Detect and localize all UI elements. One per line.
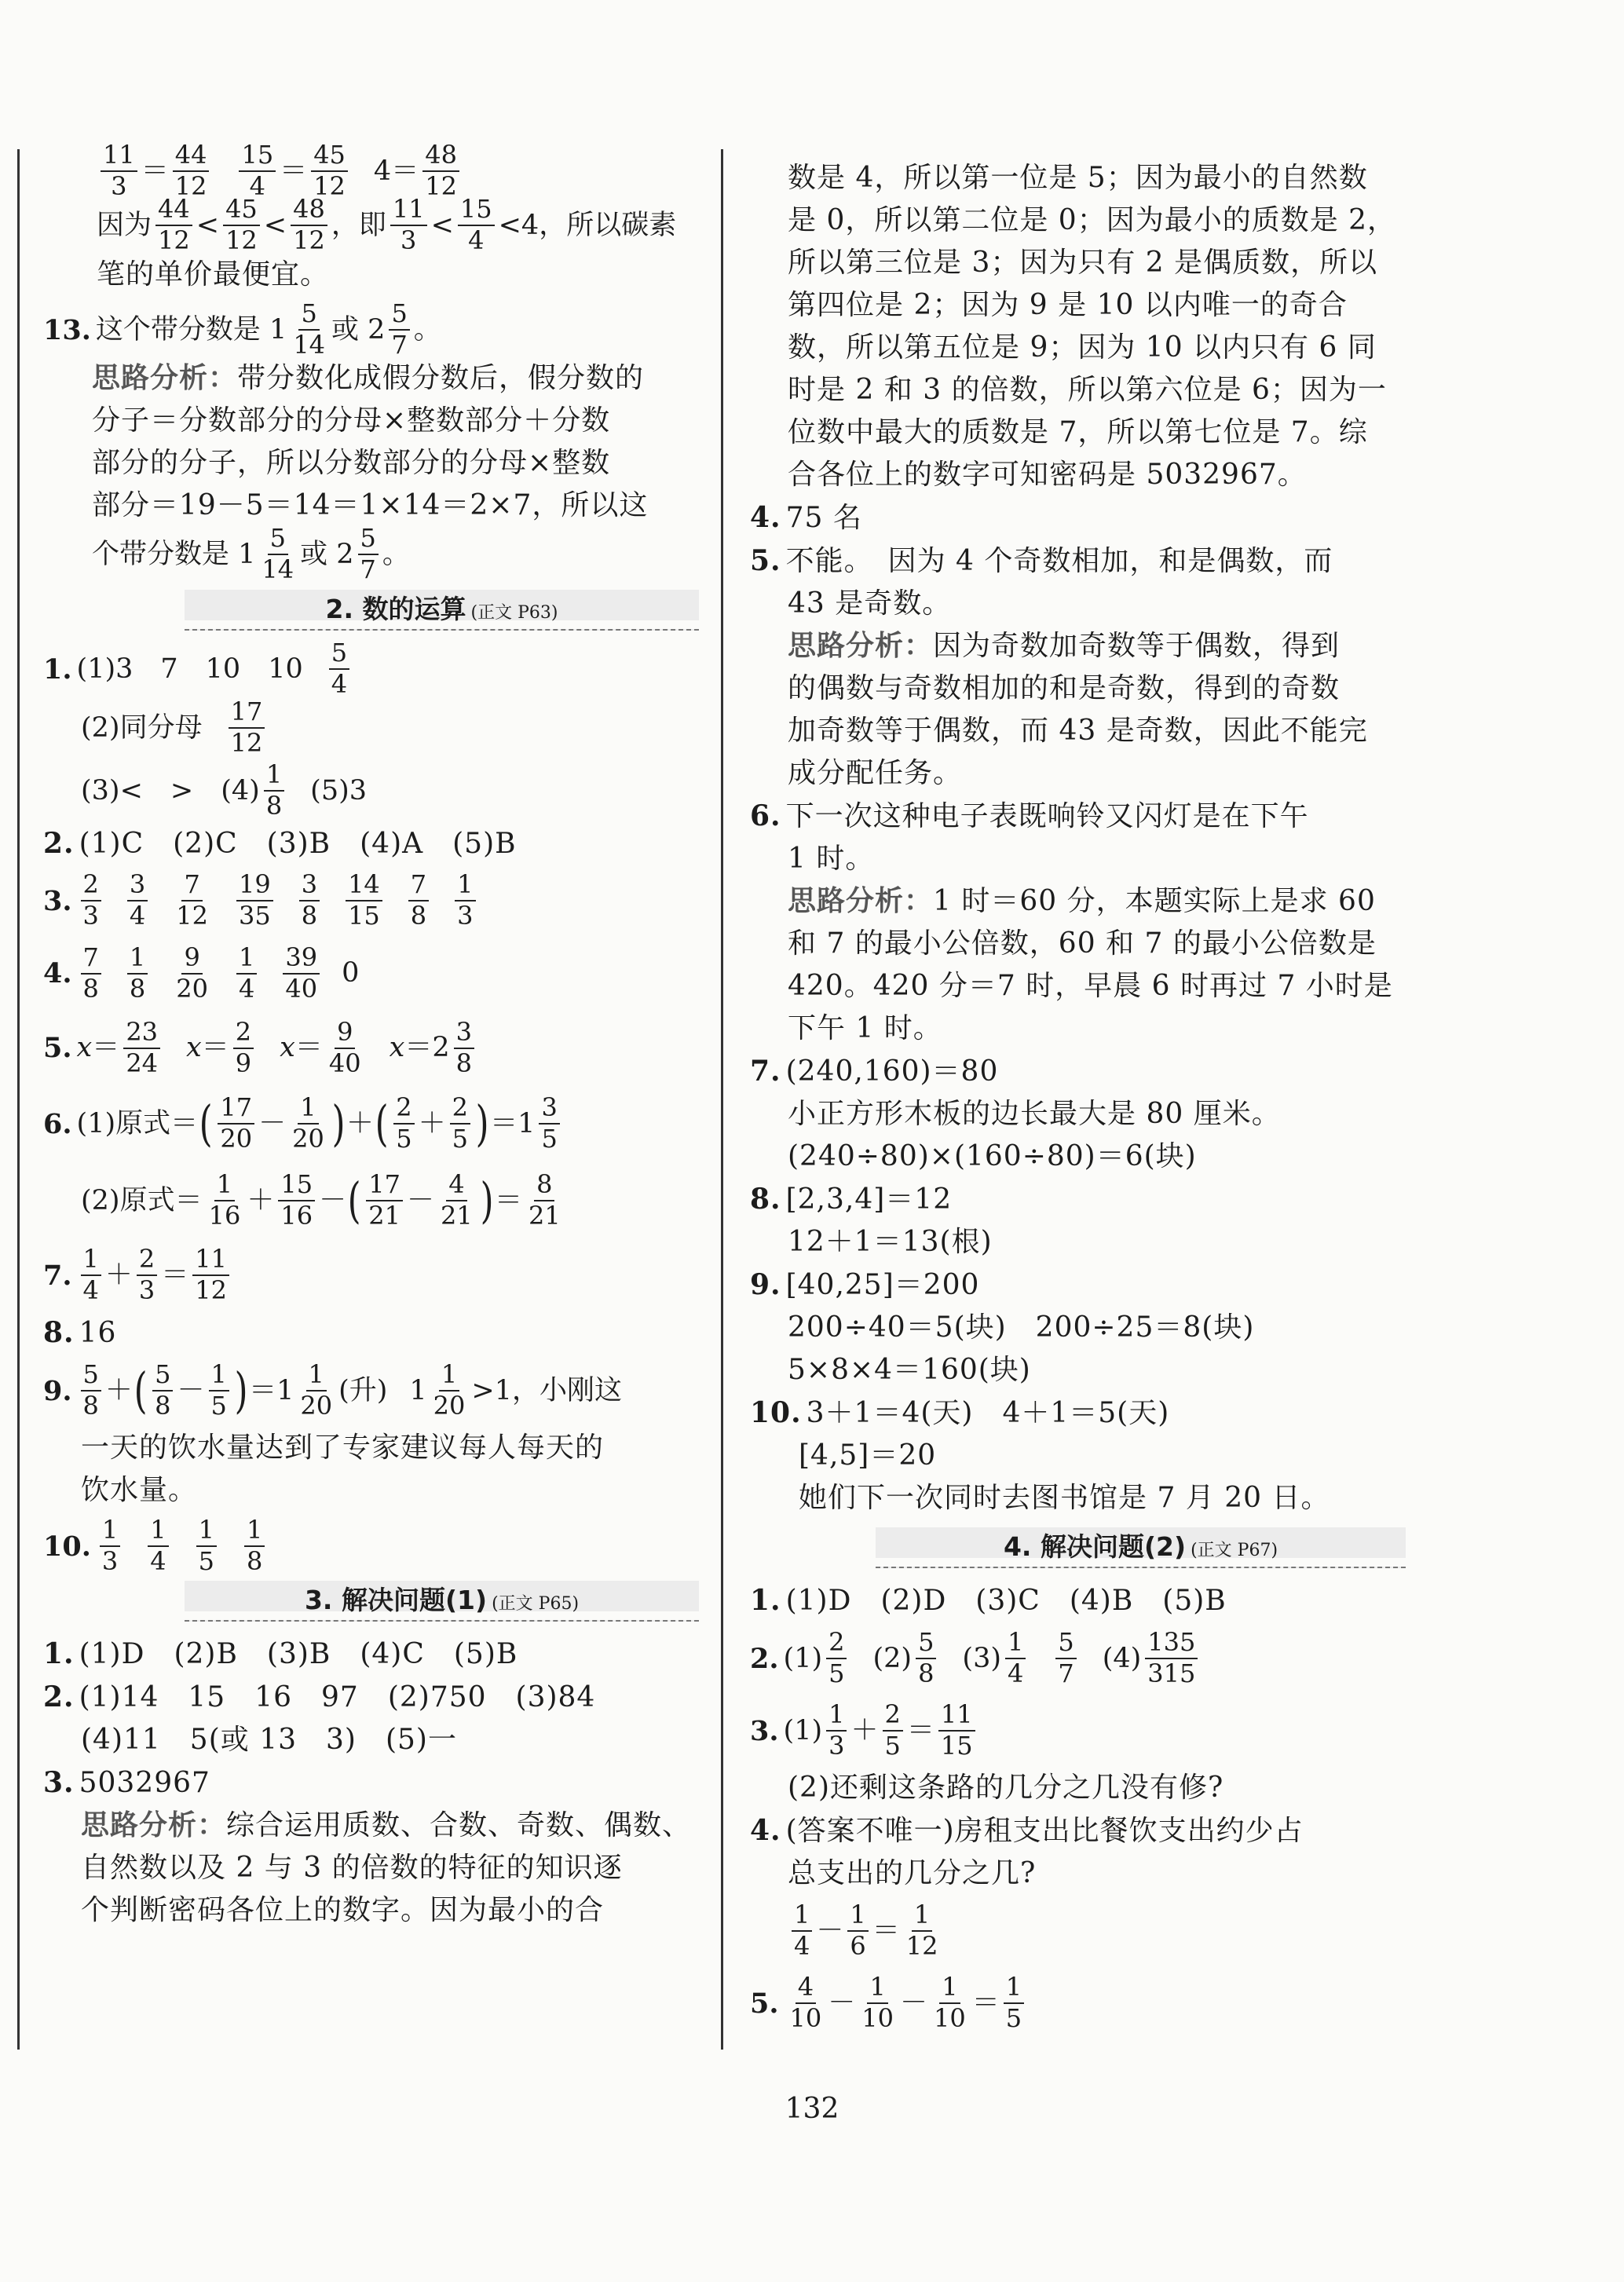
s4-q3-line2: (2)还剩这条路的几分之几没有修? — [788, 1772, 1224, 1804]
s3-q3-analysis-line: 自然数以及 2 与 3 的倍数的特征的知识逐 — [81, 1852, 623, 1884]
s3-q3-analysis-line: 思路分析：综合运用质数、合数、奇数、偶数、 — [81, 1809, 692, 1841]
fraction: $\frac{15}{4}$ — [239, 142, 276, 199]
section-heading-2: 2. 数的运算 (正文 P63) — [185, 590, 699, 631]
s3-q3-analysis-cont: 数是 4，所以第一位是 5；因为最小的自然数 — [788, 162, 1368, 194]
s3-q2-line2: (4)11 5(或 13 3) (5)一 — [81, 1724, 457, 1756]
s4-q1: 1. (1)D (2)D (3)C (4)B (5)B — [750, 1584, 1227, 1617]
s2-q6-line2: (2) 原式 ＝ $\frac{1}{16}$ ＋ $\frac{15}{16}$ － ( $\frac{17}{21}$ － $\frac{4}{21}$ ) ＝ $\frac{8}{21}$ — [81, 1169, 561, 1231]
s3-q8-line: 12＋1＝13(根) — [788, 1226, 993, 1258]
s3-q3-analysis-cont: 位数中最大的质数是 7，所以第七位是 7。综 — [788, 416, 1368, 448]
s3-q9-line: 5×8×4＝160(块) — [788, 1354, 1031, 1386]
s3-q10-line: 她们下一次同时去图书馆是 7 月 20 日。 — [799, 1482, 1330, 1514]
s3-q4: 4. 75 名 — [750, 501, 862, 534]
s3-q9: 9. [40,25]＝200 — [750, 1268, 980, 1301]
s3-q5-line2: 43 是奇数。 — [788, 587, 952, 620]
right-column — [750, 157, 1406, 2039]
s3-q6-analysis: 下午 1 时。 — [788, 1012, 942, 1044]
q13-answer: 13. 这个带分数是 1 $\frac{5}{14}$ 或 2 $\frac{5}{7}$ 。 — [43, 298, 441, 360]
s2-q6-line1: 6. (1) 原式 ＝ ( $\frac{17}{20}$ － $\frac{1}{20}$ ) ＋ ( $\frac{2}{5}$ ＋ $\frac{2}{5}$ ) ＝1 $\frac{3}{5}$ — [43, 1085, 699, 1162]
s2-q9-line2: 一天的饮水量达到了专家建议每人每天的 — [81, 1432, 605, 1464]
s3-q3-analysis-cont: 所以第三位是 3；因为只有 2 是偶质数，所以 — [788, 247, 1378, 279]
section-heading-3: 3. 解决问题(1) (正文 P65) — [185, 1581, 699, 1622]
s3-q7: 7. (240,160)＝80 — [750, 1055, 999, 1088]
fraction: $\frac{11}{3}$ — [101, 142, 137, 199]
s2-q2: 2. (1)C (2)C (3)B (4)A (5)B — [43, 827, 517, 860]
s3-q1: 1. (1)D (2)B (3)B (4)C (5)B — [43, 1637, 518, 1670]
s2-q1-line1: 1. (1)3 7 10 10 $\frac{5}{4}$ — [43, 642, 699, 697]
q12-conclusion: 笔的单价最便宜。 — [97, 258, 330, 291]
s2-q9-line3: 饮水量。 — [81, 1474, 198, 1506]
s3-q3-analysis-line: 个判断密码各位上的数字。因为最小的合 — [81, 1894, 605, 1926]
q13-analysis-line: 部分的分子，所以分数部分的分母×整数 — [92, 447, 611, 479]
left-margin-rule — [17, 149, 20, 2050]
s4-q4: 4. (答案不唯一)房租支出比餐饮支出约少占 — [750, 1814, 1304, 1847]
s3-q6-analysis: 思路分析：1 时＝60 分，本题实际上是求 60 — [788, 885, 1376, 917]
page-number: 132 — [785, 2093, 839, 2125]
q13-analysis-line: 分子＝分数部分的分母×整数部分＋分数 — [92, 404, 611, 437]
s3-q7-line: 小正方形木板的边长最大是 80 厘米。 — [788, 1098, 1281, 1130]
section-heading-4: 4. 解决问题(2) (正文 P67) — [876, 1527, 1406, 1568]
fraction: $\frac{45}{12}$ — [311, 142, 348, 199]
fraction: $\frac{48}{12}$ — [422, 142, 459, 199]
s2-q4: 4. $\frac{7}{8}$ $\frac{1}{8}$ $\frac{9}{20}$ $\frac{1}{4}$ $\frac{39}{40}$ 0 — [43, 942, 360, 1004]
q13-analysis-end: 个带分数是 1 $\frac{5}{14}$ 或 2 $\frac{5}{7}$ 。 — [92, 523, 410, 584]
s4-q3: 3. (1) $\frac{1}{3}$ ＋ $\frac{2}{5}$ ＝ $\frac{11}{15}$ — [750, 1695, 1406, 1767]
s3-q5-analysis: 思路分析：因为奇数加奇数等于偶数，得到 — [788, 630, 1341, 662]
s2-q9: 9. $\frac{5}{8}$ ＋ ( $\frac{5}{8}$ － $\frac{1}{5}$ ) ＝1 $\frac{1}{20}$ (升) 1 $\frac{1}{20}$ >1，小刚这 — [43, 1359, 622, 1421]
s2-q8: 8. 16 — [43, 1316, 117, 1349]
s4-q4-eq: $\frac{1}{4}$ － $\frac{1}{6}$ ＝ $\frac{1}{12}$ — [750, 1895, 1406, 1967]
s3-q3-analysis-cont: 是 0，所以第二位是 0；因为最小的质数是 2， — [788, 204, 1397, 236]
left-column — [43, 140, 699, 1932]
s3-q3-analysis-cont: 合各位上的数字可知密码是 5032967。 — [788, 459, 1307, 491]
s3-q3-analysis-cont: 数，所以第五位是 9；因为 10 以内只有 6 同 — [788, 331, 1377, 364]
q13-analysis-line: 部分＝19－5＝14＝1×14＝2×7，所以这 — [92, 489, 649, 521]
s3-q3: 3. 5032967 — [43, 1766, 210, 1799]
s3-q5-analysis: 加奇数等于偶数，而 43 是奇数，因此不能完 — [788, 715, 1368, 747]
q13-analysis-line: 思路分析：带分数化成假分数后，假分数的 — [92, 362, 645, 394]
s3-q3-analysis-cont: 时是 2 和 3 的倍数，所以第六位是 6；因为一 — [788, 374, 1387, 406]
s3-q6-analysis: 和 7 的最小公倍数，60 和 7 的最小公倍数是 — [788, 927, 1377, 960]
s4-q4-line2: 总支出的几分之几? — [788, 1857, 1037, 1889]
s3-q5-analysis: 成分配任务。 — [788, 757, 963, 789]
s4-q2: 2. (1) $\frac{2}{5}$ (2) $\frac{5}{8}$ (3) $\frac{1}{4}$ $\frac{5}{7}$ (4) $\frac{135}{315}$ — [750, 1622, 1406, 1695]
s3-q10: 10. 3＋1＝4(天) 4＋1＝5(天) — [750, 1396, 1170, 1429]
s3-q3-analysis-cont: 第四位是 2；因为 9 是 10 以内唯一的奇合 — [788, 289, 1348, 321]
s3-q2-line1: 2. (1)14 15 16 97 (2)750 (3)84 — [43, 1680, 596, 1713]
s2-q3: 3. $\frac{2}{3}$ $\frac{3}{4}$ $\frac{7}{12}$ $\frac{19}{35}$ $\frac{3}{8}$ $\frac{14}{15}$ $\frac{7}{8}$ $\frac{1}{3}$ — [43, 865, 699, 936]
s2-q1-line3: (3)< > (4) $\frac{1}{8}$ (5)3 — [81, 759, 368, 821]
fraction: $\frac{44}{12}$ — [173, 142, 210, 199]
s3-q5: 5. 不能。 因为 4 个奇数相加，和是偶数，而 — [750, 544, 1333, 577]
s3-q9-line: 200÷40＝5(块) 200÷25＝8(块) — [788, 1311, 1255, 1344]
s4-q5: 5. $\frac{4}{10}$ － $\frac{1}{10}$ － $\frac{1}{10}$ ＝ $\frac{1}{5}$ — [750, 1967, 1406, 2039]
q12-comparison: 因为 $\frac{44}{12}$ < $\frac{45}{12}$ < $\frac{48}{12}$ ，即 $\frac{11}{3}$ < $\frac{15}{4}$ <4，所以碳素 — [97, 194, 677, 255]
s3-q6-analysis: 420。420 分＝7 时，早晨 6 时再过 7 小时是 — [788, 970, 1393, 1002]
s3-q5-analysis: 的偶数与奇数相加的和是奇数，得到的奇数 — [788, 672, 1341, 704]
s3-q6: 6. 下一次这种电子表既响铃又闪灯是在下午 — [750, 799, 1309, 832]
s3-q10-line: [4,5]＝20 — [799, 1439, 937, 1472]
s2-q10: 10. $\frac{1}{3}$ $\frac{1}{4}$ $\frac{1}{5}$ $\frac{1}{8}$ — [43, 1512, 699, 1581]
s2-q7: 7. $\frac{1}{4}$ ＋ $\frac{2}{3}$ ＝ $\frac{11}{12}$ — [43, 1239, 699, 1311]
s3-q7-line: (240÷80)×(160÷80)＝6(块) — [788, 1140, 1197, 1172]
q12-equations: $\frac{11}{3}$ ＝ $\frac{44}{12}$ $\frac{15}{4}$ ＝ $\frac{45}{12}$ 4 ＝ $\frac{48}{12}$ — [43, 145, 699, 197]
s3-q8: 8. [2,3,4]＝12 — [750, 1183, 953, 1216]
s2-q1-line2: (2)同分母 $\frac{17}{12}$ — [43, 697, 699, 759]
column-divider — [721, 149, 723, 2050]
s3-q6-line2: 1 时。 — [788, 843, 875, 875]
s2-q5: 5. x ＝ $\frac{23}{24}$ x ＝ $\frac{2}{9}$ x ＝ $\frac{9}{40}$ x ＝2 $\frac{3}{8}$ — [43, 1011, 699, 1085]
